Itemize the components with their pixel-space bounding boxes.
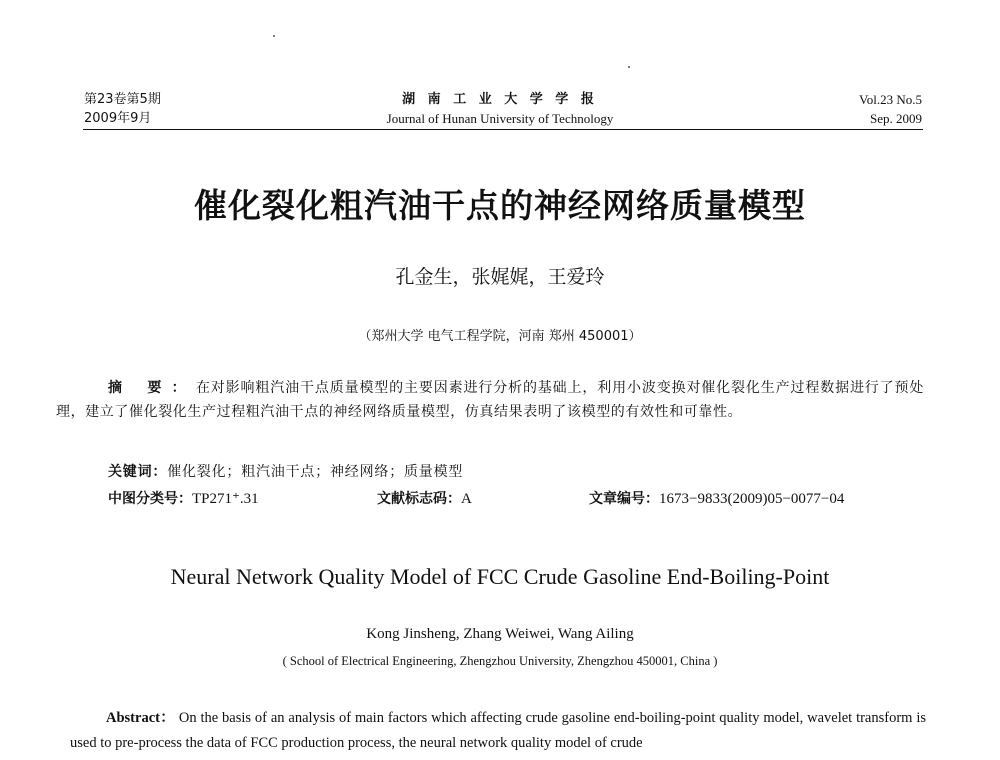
abstract-text-cn: 在对影响粗汽油干点质量模型的主要因素进行分析的基础上，利用小波变换对催化裂化生产过程数据进行了预处理，建立了催化裂化生产过程粗汽油干点的神经网络质量模型，仿真结果表明了该模型的有效性和可靠性。 [56, 380, 924, 420]
article-number [589, 488, 844, 508]
clc-number [108, 488, 259, 508]
journal-title-cn: 湖 南 工 业 大 学 学 报 [402, 92, 598, 107]
date-en: Sep. 2009 [870, 111, 922, 126]
abstract-text-en: On the basis of an analysis of main factors which affecting crude gasoline end-boiling-point quality model, wavelet transform is used to pre-process the data of FCC production process, the neural network quality model of crude [70, 710, 926, 751]
doc-code-label: 文献标志码： [377, 491, 461, 507]
journal-title-en: Journal of Hunan University of Technology [386, 111, 614, 126]
paper-title-en: Neural Network Quality Model of FCC Crude Gasoline End-Boiling-Point [170, 564, 830, 589]
keywords-text-cn: 催化裂化；粗汽油干点；神经网络；质量模型 [167, 464, 464, 480]
keywords-label-cn: 关键词： [108, 464, 168, 480]
clc-value: TP271⁺.31 [192, 491, 259, 507]
date-cn: 2009年9月 [84, 111, 152, 126]
affiliation-cn: （郑州大学 电气工程学院，河南 郑州 450001） [358, 329, 642, 344]
abstract-label-cn: 摘 要： [108, 380, 196, 396]
paper-title-cn: 催化裂化粗汽油干点的神经网络质量模型 [194, 186, 806, 225]
affiliation-en: ( School of Electrical Engineering, Zhengzhou University, Zhengzhou 450001, China ) [282, 654, 718, 668]
article-no-value: 1673−9833(2009)05−0077−04 [659, 491, 845, 507]
abstract-label-en: Abstract： [106, 710, 175, 726]
issue-cn: 第23卷第5期 [84, 92, 161, 107]
authors-en: Kong Jinsheng, Zhang Weiwei, Wang Ailing [366, 626, 634, 642]
volume-en: Vol.23 No.5 [859, 92, 922, 107]
header-rule [83, 129, 923, 130]
document-code [377, 488, 472, 508]
article-no-label: 文章编号： [589, 491, 659, 507]
scan-speck [628, 66, 630, 68]
authors-cn: 孔金生，张娓娓，王爱玲 [395, 266, 605, 288]
clc-label: 中图分类号： [108, 491, 192, 507]
abstract-cn [56, 376, 924, 424]
keywords-cn [108, 461, 463, 481]
abstract-en [70, 706, 926, 756]
scan-speck [273, 35, 275, 37]
doc-code-value: A [461, 491, 472, 507]
